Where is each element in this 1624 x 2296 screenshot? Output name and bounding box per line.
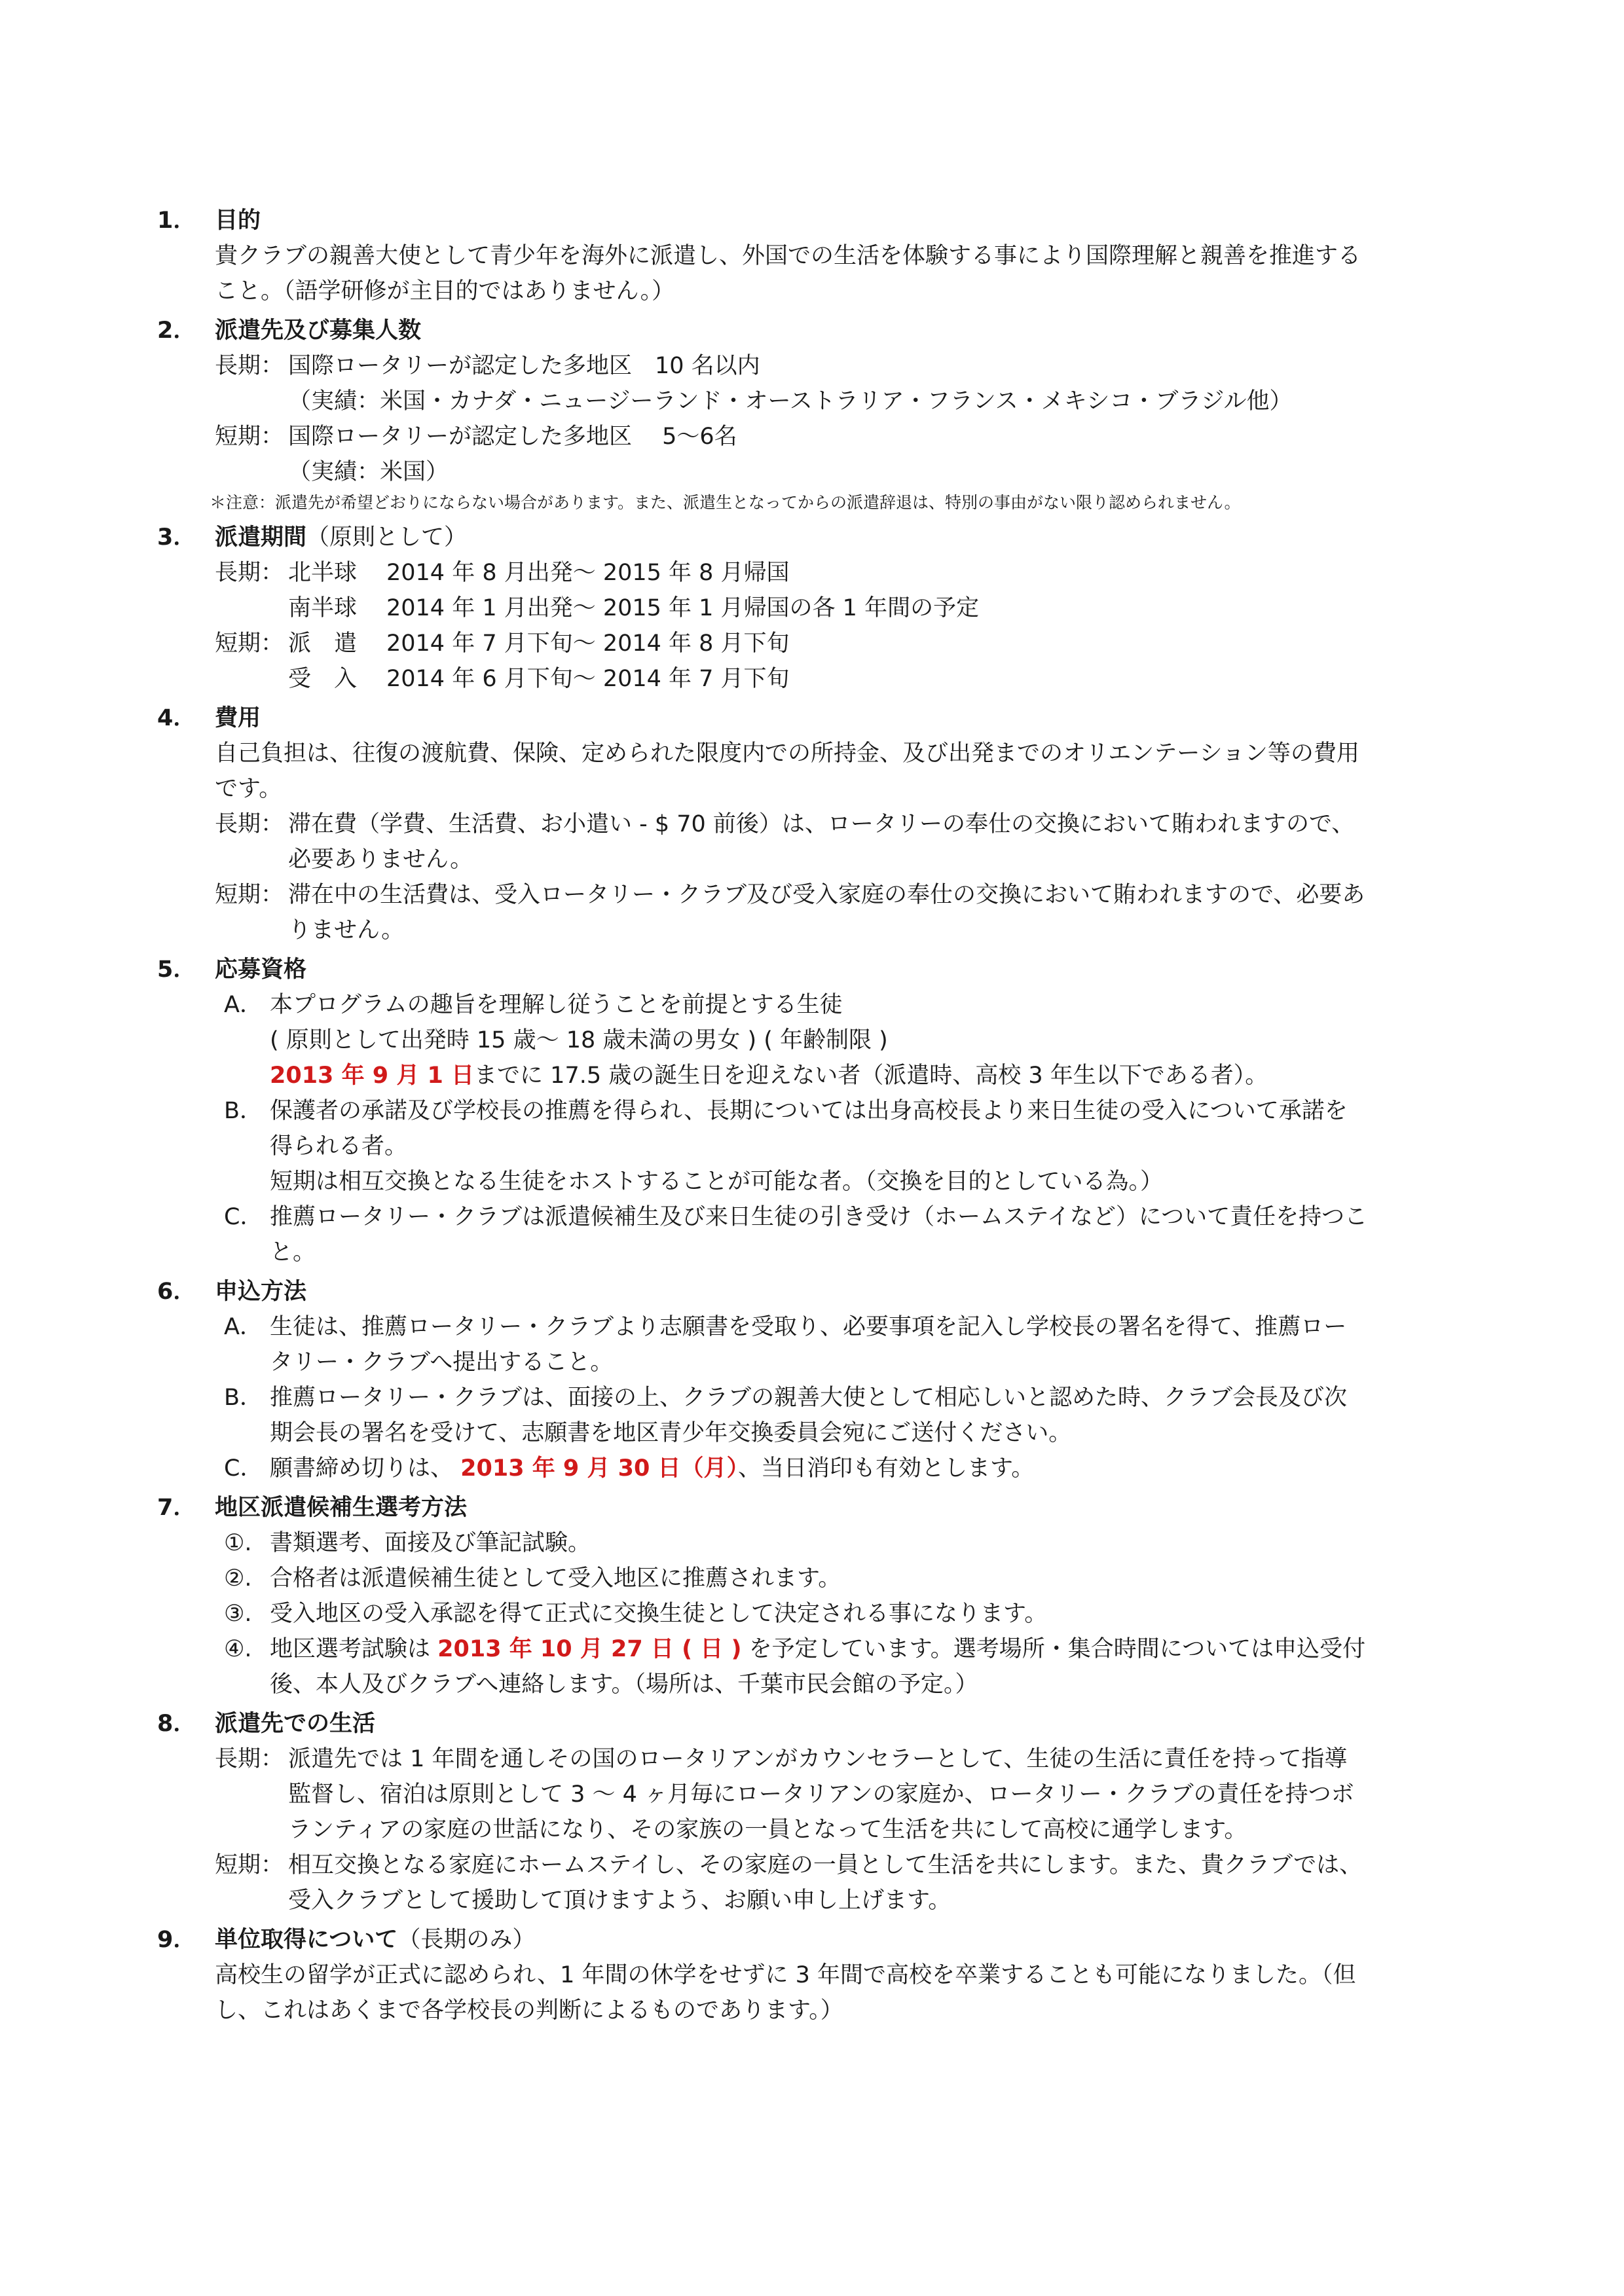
section-title: 派遣期間 [215,524,307,551]
long-term-row [157,348,1369,384]
item-text: 保護者の承諾及び学校長の推薦を得られ、長期については出身高校長より来日生徒の受入について承諾を得られる者。 [270,1098,1348,1159]
item-text: までに 17.5 歳の誕生日を迎えない者（派遣時、高校 3 年生以下である者）。 [474,1063,1268,1089]
section-4-body: 自己負担は、往復の渡航費、保険、定められた限度内での所持金、及び出発までのオリエンテーション等の費用です。 [215,740,1359,802]
section-subtitle: （原則として） [306,524,468,551]
selection-item-2 [157,1561,1369,1596]
section-1-body: 貴クラブの親善大使として青少年を海外に派遣し、外国での生活を体験する事により国際理解と親善を推進すること。（語学研修が主目的ではありません。） [215,243,1361,304]
item-marker: A． [224,992,263,1018]
period-row-receive [157,661,1369,697]
eligibility-a-age: ( 原則として出発時 15 歳～ 18 歳未満の男女 ) ( 年齢制限 ) [270,1027,888,1053]
period-row-north [157,555,1369,591]
item-marker: A． [224,1314,263,1340]
item-marker: ④. [224,1636,252,1662]
item-text: 合格者は派遣候補生徒として受入地区に推薦されます。 [270,1565,841,1592]
section-1-heading [157,203,1369,238]
selection-item-3 [157,1596,1369,1631]
short-term-record: （実績：米国） [288,459,449,485]
period-dates: 2014 年 6 月下旬～ 2014 年 7 月下旬 [386,666,790,692]
short-term-label: 短期： [215,630,284,657]
section-number: 3． [157,524,196,551]
section-7-heading [157,1490,1369,1525]
caution-note: ＊注意：派遣先が希望どおりにならない場合があります。また、派遣生となってからの派遣辞退は、特別の事由がない限り認められません。 [210,493,1241,512]
section-number: 8． [157,1711,196,1737]
item-text: を予定しています。選考場所・集合時間については申込受付後、本人及びクラブへ連絡します。（場所は、千葉市民会館の予定。） [270,1636,1366,1698]
highlight-date: 2013 年 9 月 1 日 [270,1063,475,1089]
item-text: 本プログラムの趣旨を理解し従うことを前提とする生徒 [270,992,843,1018]
eligibility-a [157,987,1369,1023]
section-subtitle: （長期のみ） [397,1927,536,1953]
item-marker: C． [224,1204,263,1230]
short-term-row [157,419,1369,454]
period-hemisphere: 南半球 [288,595,358,621]
section-9-body: 高校生の留学が正式に認められ、1 年間の休学をせずに 3 年間で高校を卒業することも可能になりました。（但し、これはあくまで各学校長の判断によるものであります。） [215,1962,1356,2024]
short-term-label: 短期： [215,424,284,450]
section-number: 5． [157,957,196,983]
highlight-date: 2013 年 10 月 27 日 ( 日 ) [437,1636,742,1662]
item-text: 推薦ロータリー・クラブは派遣候補生及び来日生徒の引き受け（ホームステイなど）について責任を持つこと。 [270,1204,1368,1266]
item-marker: B． [224,1098,263,1124]
long-term-life-row [157,1741,1369,1848]
short-term-text: 国際ロータリーが認定した多地区 5～6名 [288,424,737,450]
section-title: 応募資格 [215,957,307,983]
eligibility-c [157,1199,1369,1270]
short-term-label: 短期： [215,1852,284,1878]
item-marker: ③. [224,1601,252,1627]
item-text: 書類選考、面接及び筆記試験。 [270,1530,591,1556]
short-term-life-row [157,1848,1369,1918]
item-text: 願書締め切りは、 [270,1455,461,1482]
section-title: 目的 [215,208,261,234]
section-number: 6． [157,1279,196,1305]
section-title: 派遣先での生活 [215,1711,376,1737]
item-marker: ①. [224,1530,252,1556]
long-term-label: 長期： [215,811,284,837]
long-term-label: 長期： [215,1746,284,1772]
application-c [157,1451,1369,1486]
period-dates: 2014 年 8 月出発～ 2015 年 8 月帰国 [386,560,790,586]
item-marker: C． [224,1455,263,1482]
period-hemisphere: 北半球 [288,560,358,586]
section-title: 派遣先及び募集人数 [215,318,422,344]
section-5-heading [157,952,1369,987]
short-term-life-text: 相互交換となる家庭にホームステイし、その家庭の一員として生活を共にします。また、貴クラブでは、受入クラブとして援助して頂けますよう、お願い申し上げます。 [288,1852,1363,1914]
long-term-record: （実績：米国・カナダ・ニュージーランド・オーストラリア・フランス・メキシコ・ブラジル他） [288,388,1293,414]
long-term-life-text: 派遣先では 1 年間を通しその国のロータリアンがカウンセラーとして、生徒の生活に責任を持って指導監督し、宿泊は原則として 3 ～ 4 ヶ月毎にロータリアンの家庭か、ロータリー・クラブの責任を持つボランティアの家庭の世話になり、その家族の一員となって生活を共にして高校に通学します。 [288,1746,1354,1843]
section-title: 単位取得について [215,1927,398,1953]
period-type: 受 入 [288,666,358,692]
section-2-heading [157,313,1369,348]
period-dates: 2014 年 1 月出発～ 2015 年 1 月帰国の各 1 年間の予定 [386,595,980,621]
period-row-dispatch [157,626,1369,661]
highlight-date: 2013 年 9 月 30 日（月） [460,1455,739,1482]
short-term-cost-row [157,877,1369,948]
item-marker: B． [224,1385,263,1411]
period-row-south [157,591,1369,626]
section-8-heading [157,1706,1369,1741]
section-number: 7． [157,1495,196,1521]
item-text: 、当日消印も有効とします。 [738,1455,1035,1482]
application-a [157,1309,1369,1380]
item-text: 推薦ロータリー・クラブは、面接の上、クラブの親善大使として相応しいと認めた時、クラブ会長及び次期会長の署名を受けて、志願書を地区青少年交換委員会宛にご送付ください。 [270,1385,1348,1446]
item-text: 地区選考試験は [270,1636,438,1662]
selection-item-4 [157,1631,1369,1702]
item-marker: ②. [224,1565,252,1592]
section-4-heading [157,701,1369,736]
item-text: 生徒は、推薦ロータリー・クラブより志願書を受取り、必要事項を記入し学校長の署名を得て、推薦ロータリー・クラブへ提出すること。 [270,1314,1347,1376]
application-b [157,1380,1369,1451]
section-6-heading [157,1274,1369,1309]
eligibility-b-short: 短期は相互交換となる生徒をホストすることが可能な者。（交換を目的としている為。） [270,1169,1163,1195]
section-title: 地区派遣候補生選考方法 [215,1495,468,1521]
short-term-label: 短期： [215,882,284,908]
section-number: 1． [157,208,196,234]
long-term-text: 国際ロータリーが認定した多地区 10 名以内 [288,353,760,379]
section-number: 4． [157,705,196,731]
long-term-cost-row [157,807,1369,877]
eligibility-b [157,1093,1369,1164]
item-text: 受入地区の受入承認を得て正式に交換生徒として決定される事になります。 [270,1601,1048,1627]
long-term-cost-text: 滞在費（学費、生活費、お小遣い - $ 70 前後）は、ロータリーの奉仕の交換において賄われますので、必要ありません。 [288,811,1355,873]
period-type: 派 遣 [288,630,358,657]
section-number: 9． [157,1927,196,1953]
section-title: 申込方法 [215,1279,307,1305]
long-term-label: 長期： [215,560,284,586]
eligibility-a-deadline [157,1058,1369,1093]
period-dates: 2014 年 7 月下旬～ 2014 年 8 月下旬 [386,630,790,657]
section-number: 2． [157,318,196,344]
document-body [157,203,1369,2028]
section-title: 費用 [215,705,261,731]
short-term-cost-text: 滞在中の生活費は、受入ロータリー・クラブ及び受入家庭の奉仕の交換において賄われますので、必要ありません。 [288,882,1365,943]
section-9-heading [157,1922,1369,1958]
long-term-label: 長期： [215,353,284,379]
selection-item-1 [157,1525,1369,1561]
section-3-heading [157,520,1369,555]
